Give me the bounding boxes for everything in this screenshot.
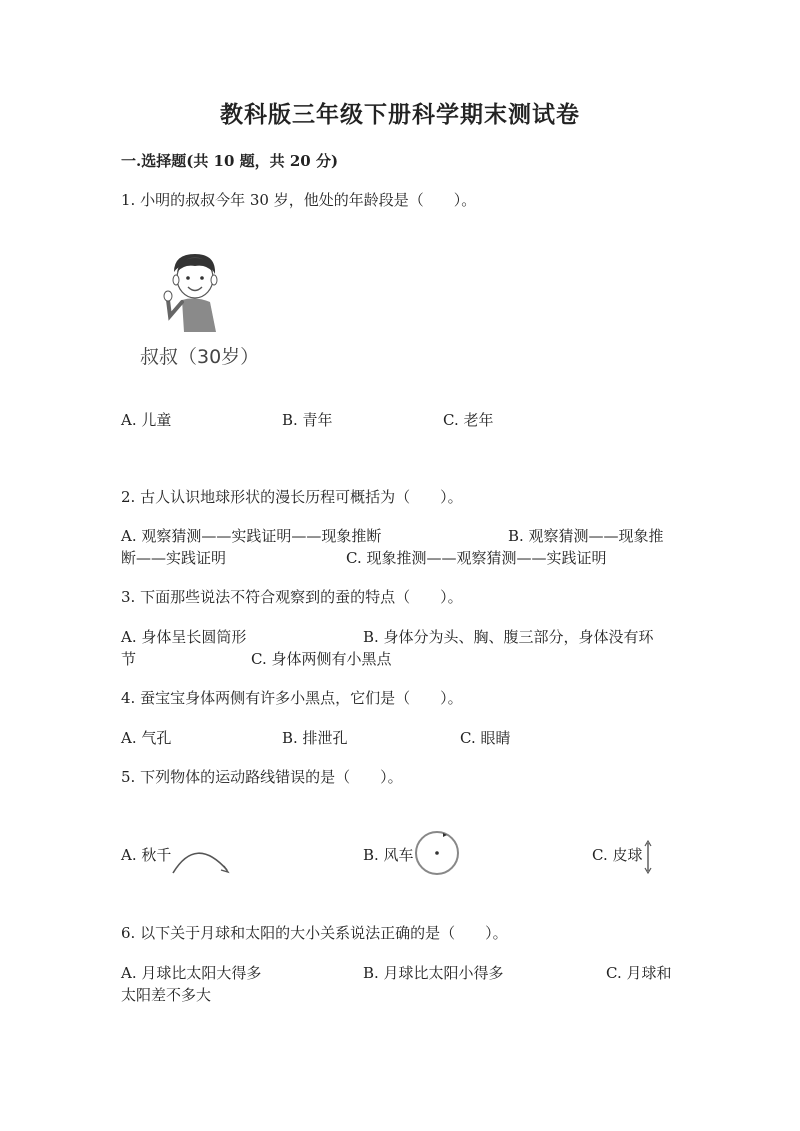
- q2-option-b-continued: 断——实践证明: [121, 549, 227, 567]
- question-6-stem: 6. 以下关于月球和太阳的大小关系说法正确的是（ ）。: [121, 924, 508, 942]
- section-heading: 一.选择题(共 10 题，共 20 分): [121, 152, 339, 170]
- q2-option-c[interactable]: C. 现象推测——观察猜测——实践证明: [346, 549, 607, 567]
- q3-option-b[interactable]: B. 身体分为头、胸、腹三部分，身体没有环: [363, 628, 654, 646]
- page-title: 教科版三年级下册科学期末测试卷: [220, 101, 580, 128]
- ball-bounce-arrow-icon: [643, 840, 653, 874]
- q5-option-a[interactable]: A. 秋千: [121, 846, 172, 864]
- figure-caption: 叔叔（30岁）: [140, 346, 260, 368]
- swing-arc-icon: [170, 843, 232, 875]
- question-1-stem: 1. 小明的叔叔今年 30 岁，他处的年龄段是（ ）。: [121, 191, 477, 209]
- q5-option-b[interactable]: B. 风车: [363, 846, 414, 864]
- q1-option-b[interactable]: B. 青年: [282, 411, 333, 429]
- q3-option-c[interactable]: C. 身体两侧有小黑点: [251, 650, 392, 668]
- q5-option-c[interactable]: C. 皮球: [592, 846, 643, 864]
- q2-option-a[interactable]: A. 观察猜测——实践证明——现象推断: [121, 527, 382, 545]
- question-5-stem: 5. 下列物体的运动路线错误的是（ ）。: [121, 768, 403, 786]
- question-4-stem: 4. 蚕宝宝身体两侧有许多小黑点，它们是（ ）。: [121, 689, 463, 707]
- q3-option-b-continued: 节: [121, 650, 137, 668]
- q2-option-b[interactable]: B. 观察猜测——现象推: [508, 527, 664, 545]
- uncle-illustration: [160, 250, 230, 340]
- question-3-stem: 3. 下面那些说法不符合观察到的蚕的特点（ ）。: [121, 588, 463, 606]
- windmill-circle-icon: [413, 829, 461, 877]
- q1-option-c[interactable]: C. 老年: [443, 411, 494, 429]
- q4-option-b[interactable]: B. 排泄孔: [282, 729, 348, 747]
- q6-option-b[interactable]: B. 月球比太阳小得多: [363, 964, 504, 982]
- q4-option-a[interactable]: A. 气孔: [121, 729, 172, 747]
- q4-option-c[interactable]: C. 眼睛: [460, 729, 511, 747]
- q6-option-a[interactable]: A. 月球比太阳大得多: [121, 964, 262, 982]
- question-2-stem: 2. 古人认识地球形状的漫长历程可概括为（ ）。: [121, 488, 463, 506]
- q3-option-a[interactable]: A. 身体呈长圆筒形: [121, 628, 247, 646]
- q6-option-c[interactable]: C. 月球和: [606, 964, 672, 982]
- q1-option-a[interactable]: A. 儿童: [121, 411, 172, 429]
- q6-option-c-continued: 太阳差不多大: [121, 986, 212, 1004]
